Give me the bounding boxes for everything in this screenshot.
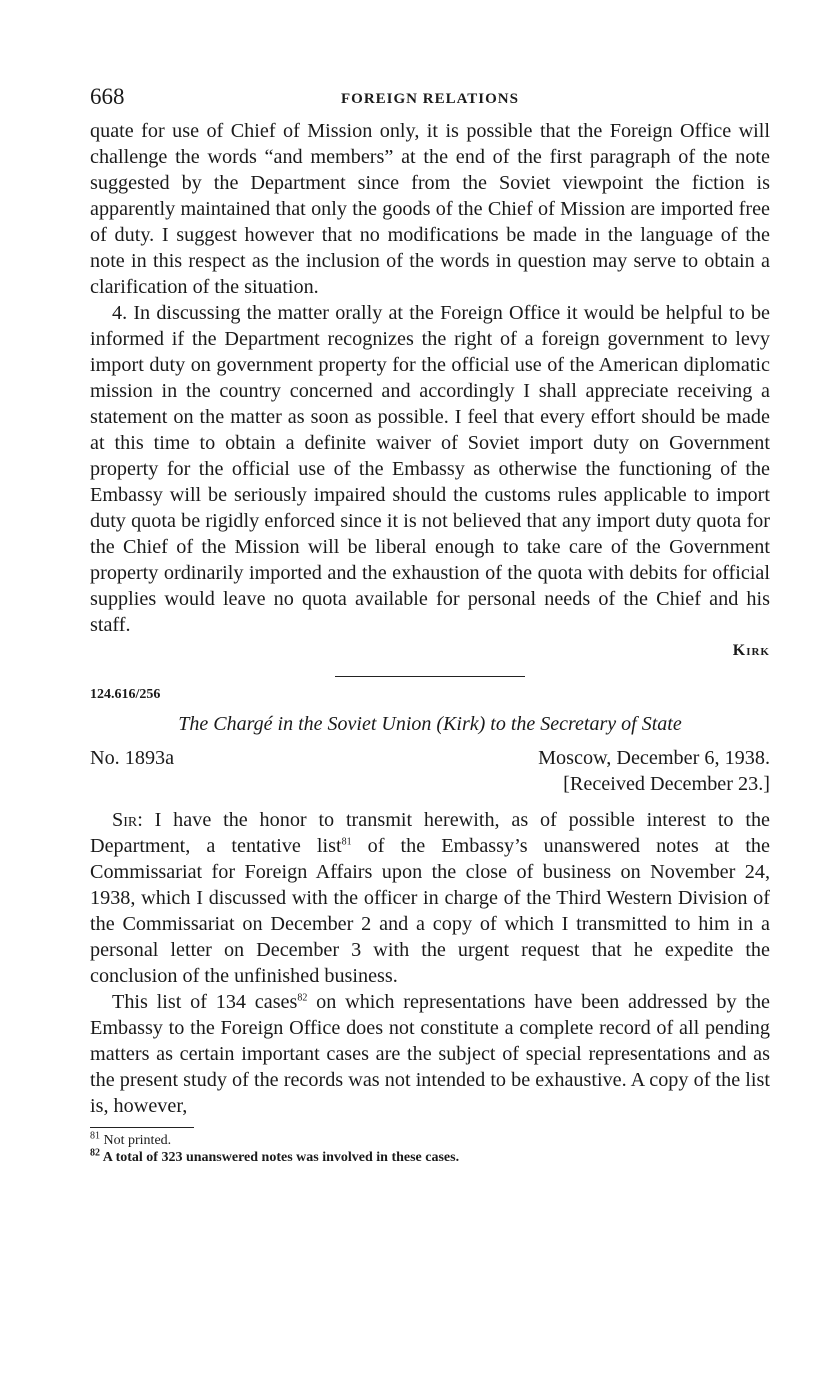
paragraph-continuation: quate for use of Chief of Mission only, it is possible that the Foreign Office will challenge the words “and members” at the end of the first paragraph of the note suggested by the Department since from the Soviet viewpoint the fiction is apparently maintained that only the goods of the Chief of Mission are imported free of duty. I suggest however that no modifications be made in the language of the note in this respect as the inclusion of the words in question may serve to obtain a clarification of the situation. [90,120,770,298]
salutation: Sir [112,809,138,831]
paragraph-text: : I have the honor to transmit herewith, as of possible interest to the Department, a tentative list [90,809,770,857]
section-divider [335,676,525,677]
signature: Kirk [732,642,770,659]
dateline [90,747,770,807]
running-title: FOREIGN RELATIONS [340,91,519,107]
running-header [90,84,770,118]
footnote-text: A total of 323 unanswered notes was involved in these cases. [102,1150,460,1165]
file-number: 124.616/256 [90,687,161,702]
paragraph-point-4: 4. In discussing the matter orally at the Foreign Office it would be helpful to be informed if the Department recognizes the right of a foreign government to levy import duty on government property for the official use of the American diplomatic mission in the country concerned and accordingly I shall appreciate receiving a statement on the matter as soon as possible. I feel that every effort should be made at this time to obtain a definite waiver of Soviet import duty on Government property for the official use of the Embassy as otherwise the functioning of the Embassy will be seriously impaired should the customs rules applicable to import duty quota be rigidly enforced since it is not believed that any import duty quota for the Chief of the Mission will be liberal enough to take care of the Government property ordinarily imported and the exhaustion of the quota with debits for official supplies would leave no quota available for personal needs of the Chief and his staff. [90,302,770,636]
footnote-item [90,1132,770,1149]
footnote-item [90,1149,770,1166]
footnote-text: Not printed. [103,1133,172,1148]
page-number: 668 [90,84,125,109]
footnote-marker: 81 [90,1130,100,1142]
paragraph-text: of the Embassy’s unanswered notes at the Commissariat for Foreign Affairs upon the close of business on November 24, 1938, which I discussed with the officer in charge of the Third Western Division of the Commissariat on December 2 and a copy of which I transmitted to him in a personal letter on December 3 with the urgent request that he expedite the conclusion of the unfinished business. [90,835,770,987]
received-date: [Received December 23.] [563,773,770,795]
letter-paragraph-2 [90,989,770,1119]
document-number: No. 1893a [90,747,175,769]
paragraph-text: on which representations have been addressed by the Embassy to the Foreign Office does not constitute a complete record of all pending matters as certain important cases are the subject of special representations and as the present study of the records was not intended to be exhaustive. A copy of the list is, however, [90,991,771,1117]
document-page [90,84,770,1166]
footnote-marker: 82 [90,1147,100,1159]
footnote-ref: 81 [341,836,352,848]
document-heading: The Chargé in the Soviet Union (Kirk) to the Secretary of State [178,713,682,735]
letter-paragraph-1 [90,807,770,989]
footnotes [90,1132,770,1166]
footnote-divider [90,1127,194,1128]
paragraph-text: This list of 134 cases [112,991,298,1013]
footnote-ref: 82 [297,992,308,1004]
place-date: Moscow, December 6, 1938. [538,747,770,769]
